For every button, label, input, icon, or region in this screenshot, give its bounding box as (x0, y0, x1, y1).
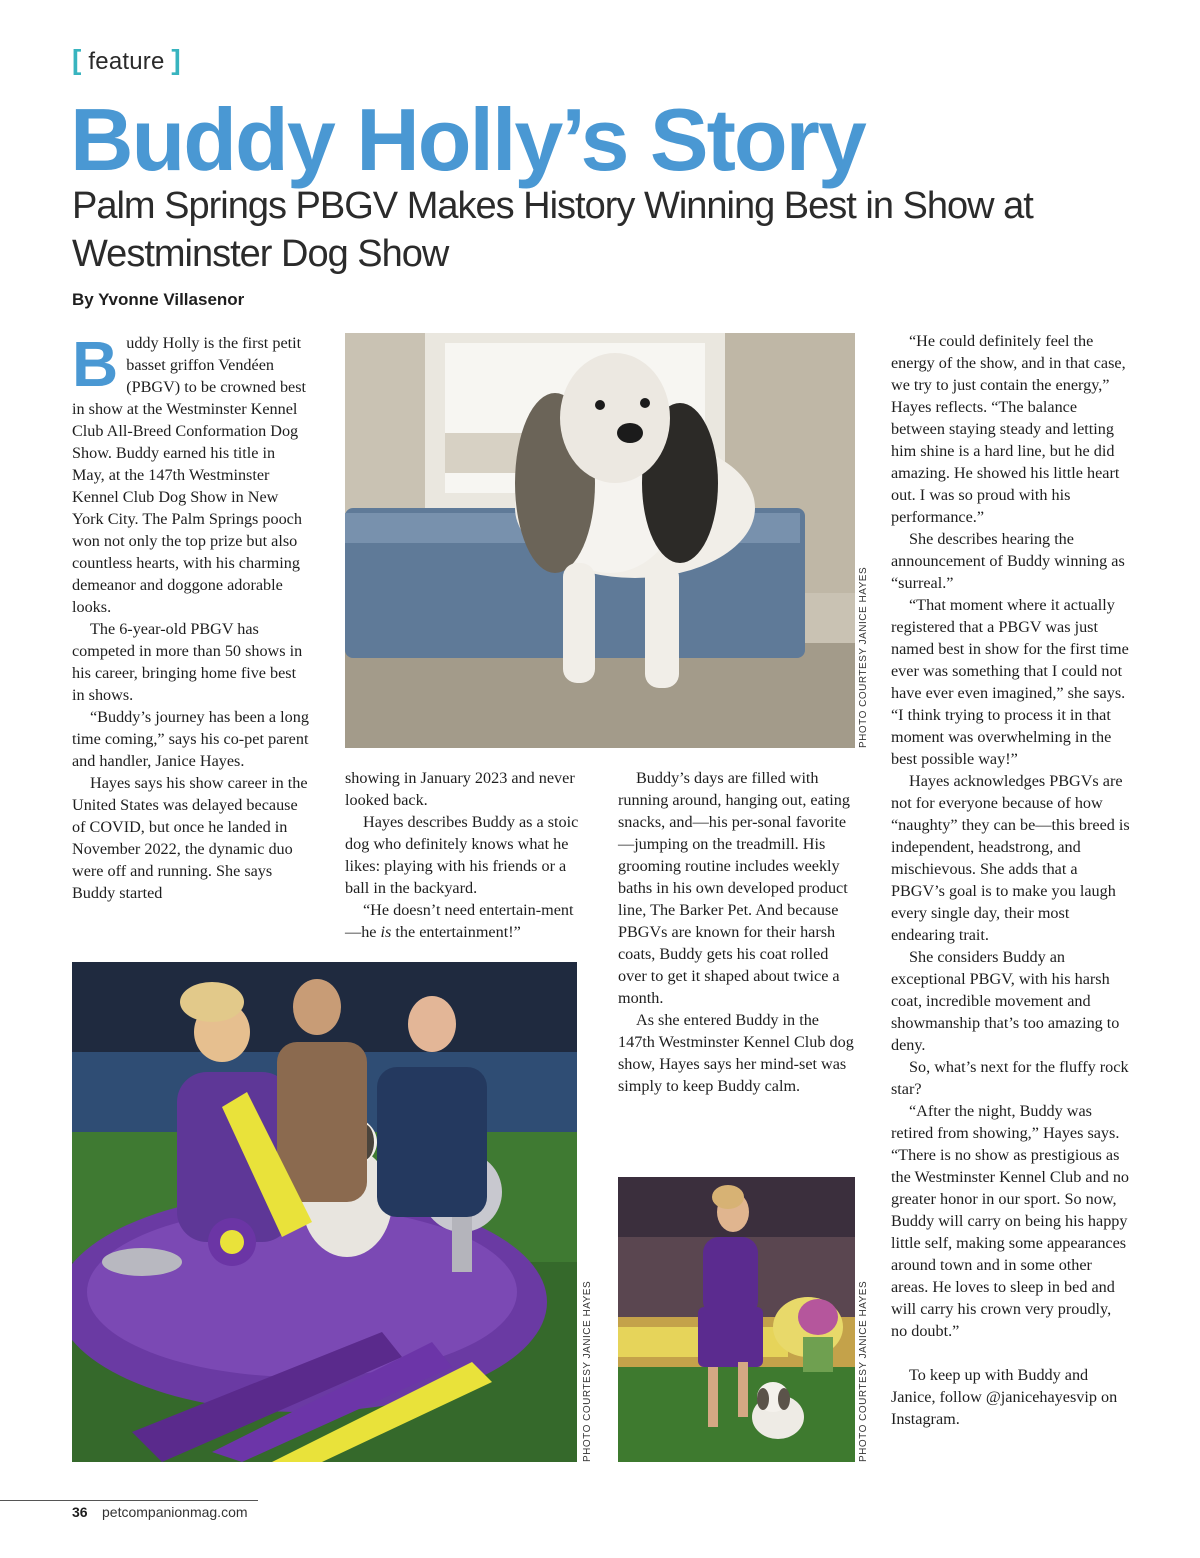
drop-cap: B (72, 328, 119, 400)
podium-celebration-illustration (72, 962, 577, 1462)
paragraph: “After the night, Buddy was retired from showing,” Hayes says. “There is no show as prestigious as the Westminster Kennel Club and no greater honor in our sport. So now, Buddy will carry on being his happy little self, making some appearances around town and in some other areas. He loves to sleep in bed and will carry his crown very proudly, no doubt.” (891, 1102, 1130, 1340)
paragraph-text: the entertainment!” (391, 923, 521, 941)
section-tag-open-bracket: [ (72, 44, 82, 75)
paragraph: The 6-year-old PBGV has competed in more than 50 shows in his career, bringing home five best in shows. (72, 620, 303, 704)
article-title: Buddy Holly’s Story (70, 90, 865, 189)
article-subtitle: Palm Springs PBGV Makes History Winning Best in Show at Westminster Dog Show (72, 185, 1033, 275)
paragraph: So, what’s next for the fluffy rock star? (891, 1058, 1129, 1098)
paragraph: Hayes acknowledges PBGVs are not for everyone because of how “naughty” they can be—this breed is independent, headstrong, and mischievous. She adds that a PBGV’s goal is to make you laugh every single day, their most endearing trait. (891, 772, 1130, 944)
paragraph: “That moment where it actually registered that a PBGV was just named best in show for the first time ever was something that I could not have ever even imagined,” she says. “I think trying to process it in that moment was overwhelming in the best possible way!” (891, 596, 1129, 768)
text-column-1 (72, 328, 310, 904)
paragraph: As she entered Buddy in the 147th Westminster Kennel Club dog show, Hayes says her mind-set was simply to keep Buddy calm. (618, 1011, 854, 1095)
photo-credit-2: PHOTO COURTESY JANICE HAYES (582, 1280, 593, 1462)
section-tag-close-bracket: ] (171, 44, 181, 75)
page-number: 36 (72, 1504, 88, 1520)
dog-on-cushion-illustration (345, 333, 855, 748)
text-column-2 (345, 767, 585, 943)
photo-janice-running-buddy (618, 1177, 855, 1462)
section-tag-label: feature (88, 48, 165, 75)
paragraph: Hayes says his show career in the United States was delayed because of COVID, but once he landed in November 2022, the dynamic duo were off and running. She says Buddy started (72, 774, 308, 902)
photo-credit-1: PHOTO COURTESY JANICE HAYES (858, 566, 869, 748)
paragraph-text: “He doesn’t need entertain-ment—he (345, 901, 574, 941)
byline: By Yvonne Villasenor (72, 290, 245, 309)
paragraph: She considers Buddy an exceptional PBGV, with his harsh coat, incredible movement and showmanship that’s too amazing to deny. (891, 948, 1120, 1054)
paragraph: Hayes describes Buddy as a stoic dog who definitely knows what he likes: playing with his friends or a ball in the backyard. (345, 813, 579, 897)
paragraph: Buddy’s days are filled with running around, hanging out, eating snacks, and—his per-sonal favorite—jumping on the treadmill. His grooming routine includes weekly baths in his own developed product line, The Barker Pet. And because PBGVs are known for their harsh coats, Buddy gets his coat rolled over to get it shaped about twice a month. (618, 769, 850, 1007)
paragraph (72, 328, 310, 618)
photo-buddy-on-cushion (345, 333, 855, 748)
paragraph: To keep up with Buddy and Janice, follow @janicehayesvip on Instagram. (891, 1366, 1118, 1428)
paragraph: “He could definitely feel the energy of the show, and in that case, we try to just contain the energy,” Hayes reflects. “The balance between staying steady and letting him shine is a hard line, but he did amazing. He showed his little heart out. I was so proud with his performance.” (891, 332, 1126, 526)
paragraph: “Buddy’s journey has been a long time coming,” says his co-pet parent and handler, Janice Hayes. (72, 708, 309, 770)
paragraph: She describes hearing the announcement of Buddy winning as “surreal.” (891, 530, 1125, 592)
text-column-4 (891, 330, 1131, 1430)
text-column-3 (618, 767, 858, 1097)
photo-credit-3: PHOTO COURTESY JANICE HAYES (858, 1280, 869, 1462)
photo-best-in-show-podium (72, 962, 577, 1462)
footer-site-name: petcompanionmag.com (102, 1504, 248, 1520)
footer-rule (0, 1500, 258, 1501)
paragraph: showing in January 2023 and never looked back. (345, 769, 575, 809)
paragraph (345, 899, 585, 943)
emphasis-text: is (380, 923, 392, 941)
section-tag (72, 44, 181, 76)
handler-running-illustration (618, 1177, 855, 1462)
paragraph-text: uddy Holly is the first petit basset griffon Vendéen (PBGV) to be crowned best in show at the Westminster Kennel Club All-Breed Conformation Dog Show. Buddy earned his title in May, at the 147th Westminster Kennel Club Dog Show in New York City. The Palm Springs pooch won not only the top prize but also countless hearts, with his charming demeanor and doggone adorable looks. (72, 334, 307, 616)
